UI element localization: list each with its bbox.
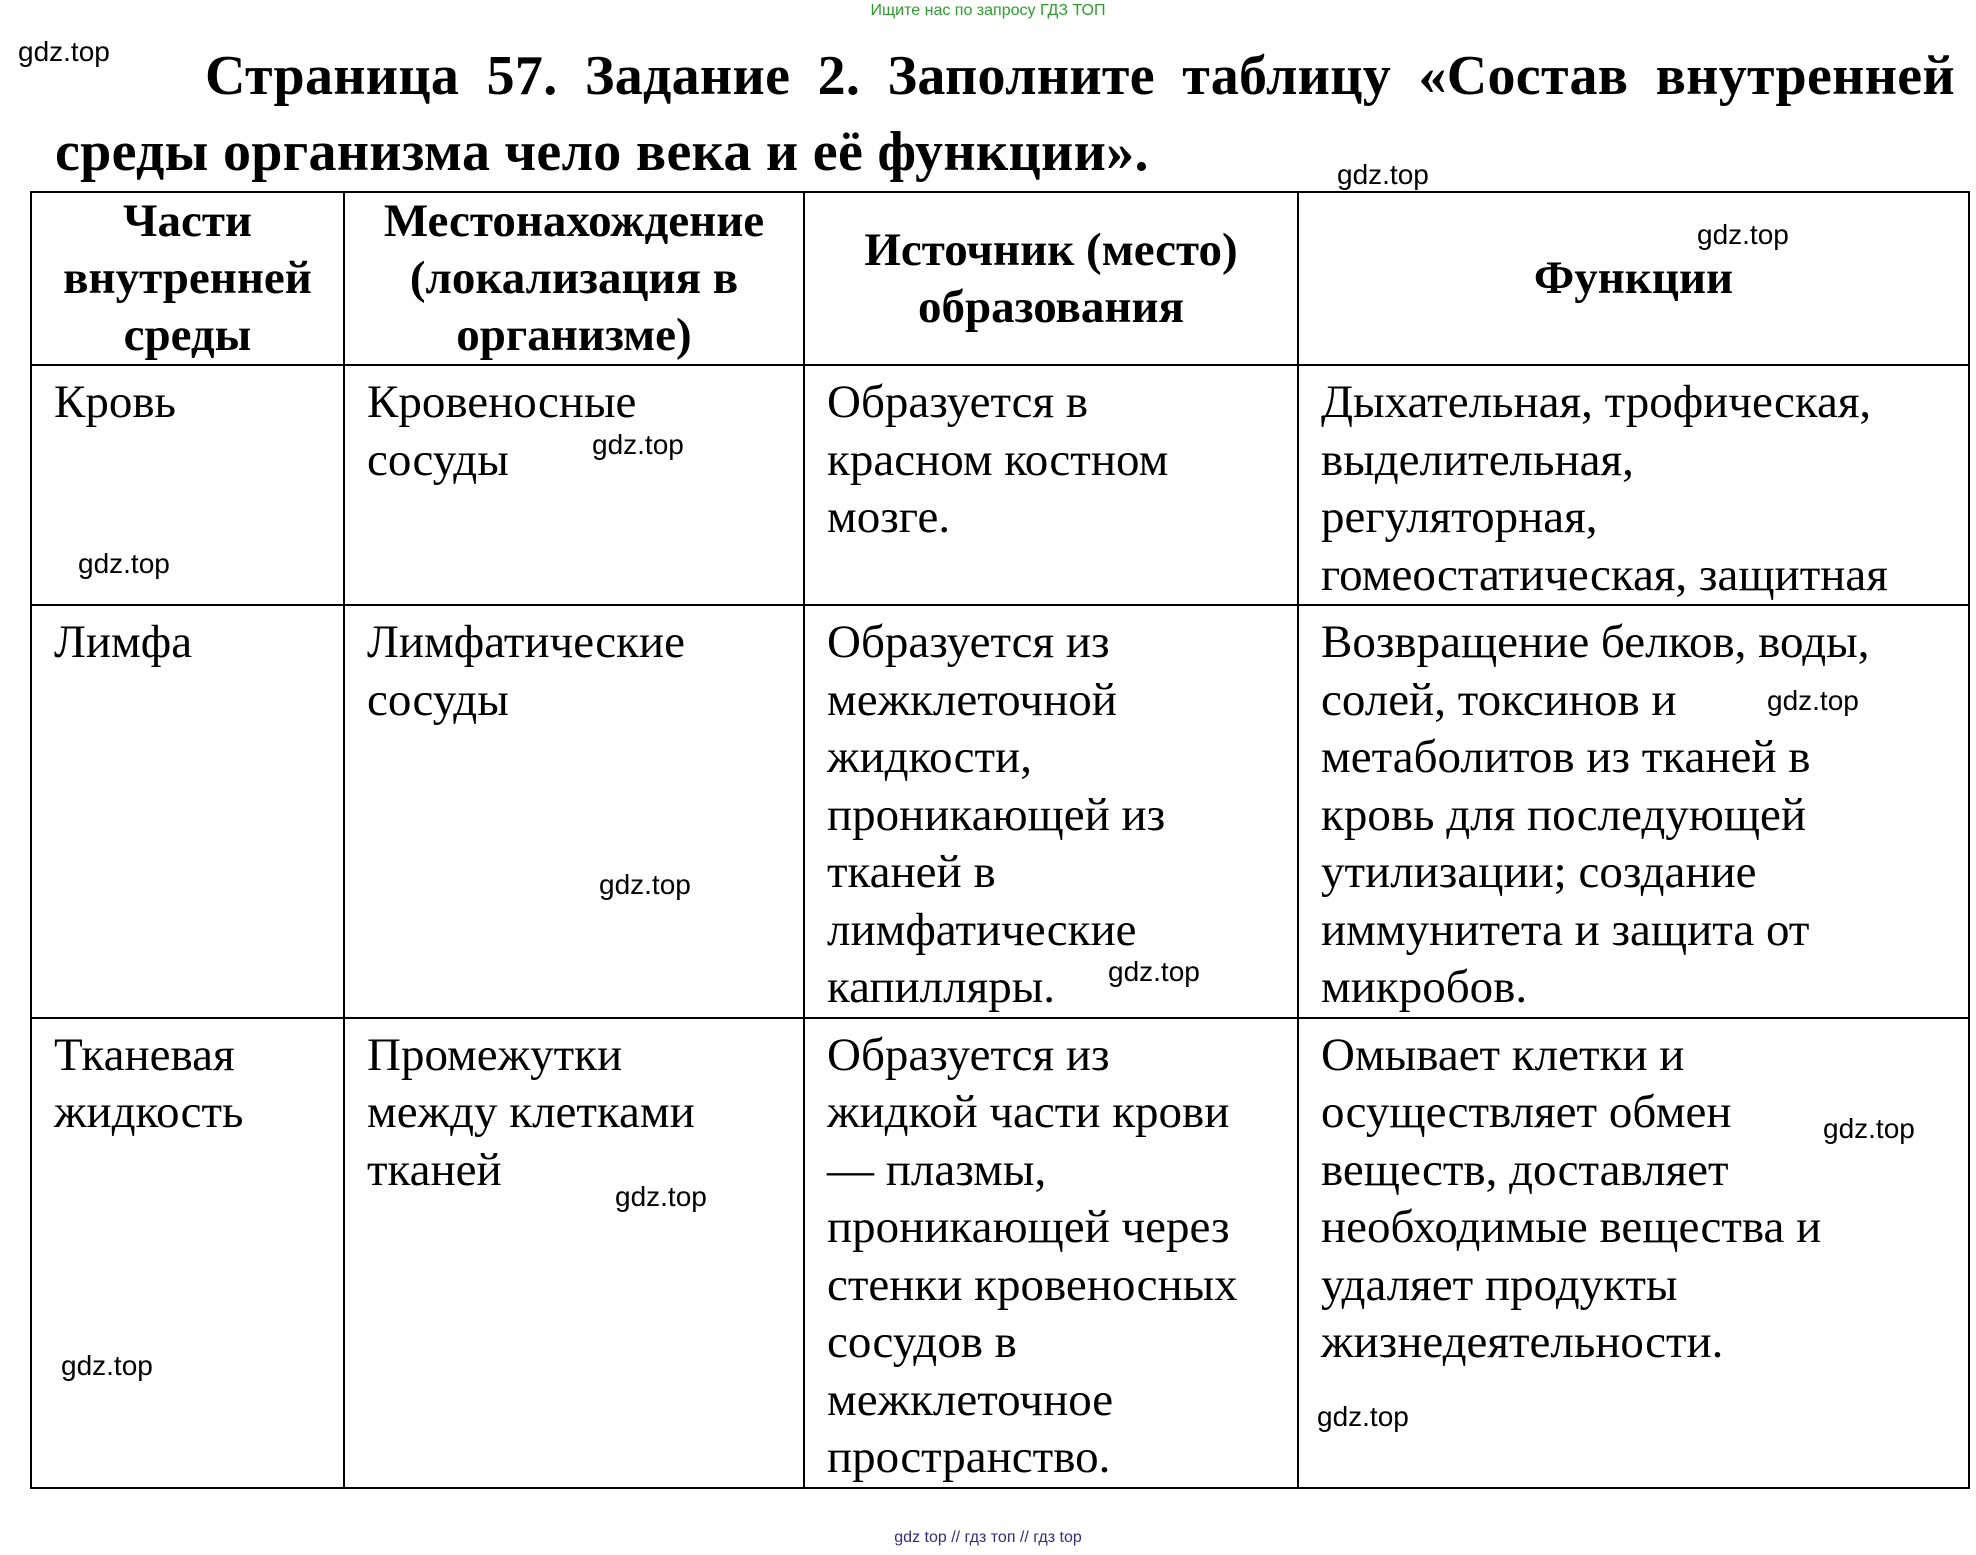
watermark: gdz.top <box>1337 159 1429 190</box>
table-cell: Лимфа <box>31 605 344 1018</box>
header-cell: Части внутренней среды <box>31 192 344 365</box>
watermark: gdz.top <box>78 548 170 579</box>
table-cell: Промежутки между клетками тканей <box>344 1018 804 1488</box>
page-title: Страница 57. Задание 2. Заполните таблицу «Состав внутренней среды организма чело века и её функции». <box>55 45 1955 183</box>
watermark: gdz.top <box>1823 1113 1915 1144</box>
watermark: gdz.top <box>1767 685 1859 716</box>
table-row <box>31 605 1969 1018</box>
table-header-row <box>31 192 1969 365</box>
watermark: gdz.top <box>18 36 110 67</box>
table-cell: Кровеносные сосуды <box>344 365 804 605</box>
table-cell: Омывает клетки и осуществляет обмен веществ, доставляет необходимые вещества и удаляет продукты жизнедеятельности. <box>1298 1018 1969 1488</box>
top-banner: Ищите нас по запросу ГДЗ ТОП <box>870 2 1106 19</box>
table-cell: Образуется из жидкой части крови — плазмы, проникающей через стенки кровеносных сосудов в межклеточное пространство. <box>804 1018 1298 1488</box>
table-row <box>31 1018 1969 1488</box>
watermark: gdz.top <box>615 1181 707 1212</box>
table-cell: Возвращение белков, воды, солей, токсинов и метаболитов из тканей в кровь для последующей утилизации; создание иммунитета и защита от микробов. <box>1298 605 1969 1018</box>
header-cell: Источник (место) образования <box>804 192 1298 365</box>
table-cell: Тканевая жидкость <box>31 1018 344 1488</box>
watermark: gdz.top <box>1108 956 1200 987</box>
table-cell: Кровь <box>31 365 344 605</box>
data-table <box>30 191 1970 1489</box>
header-cell: Местонахождение (локализация в организме) <box>344 192 804 365</box>
table-row <box>31 365 1969 605</box>
watermark: gdz.top <box>1697 219 1789 250</box>
header-cell: Функции <box>1298 192 1969 365</box>
watermark: gdz.top <box>61 1350 153 1381</box>
watermark: gdz.top <box>592 429 684 460</box>
watermark: gdz.top <box>599 869 691 900</box>
table-cell: Лимфатические сосуды <box>344 605 804 1018</box>
table-cell: Образуется в красном костном мозге. <box>804 365 1298 605</box>
footer: gdz top // гдз топ // гдз top <box>894 1529 1082 1546</box>
table-cell: Дыхательная, трофическая, выделительная, регуляторная, гомеостатическая, защитная <box>1298 365 1969 605</box>
watermark: gdz.top <box>1317 1401 1409 1432</box>
table-cell: Образуется из межклеточной жидкости, проникающей из тканей в лимфатические капилляры. <box>804 605 1298 1018</box>
